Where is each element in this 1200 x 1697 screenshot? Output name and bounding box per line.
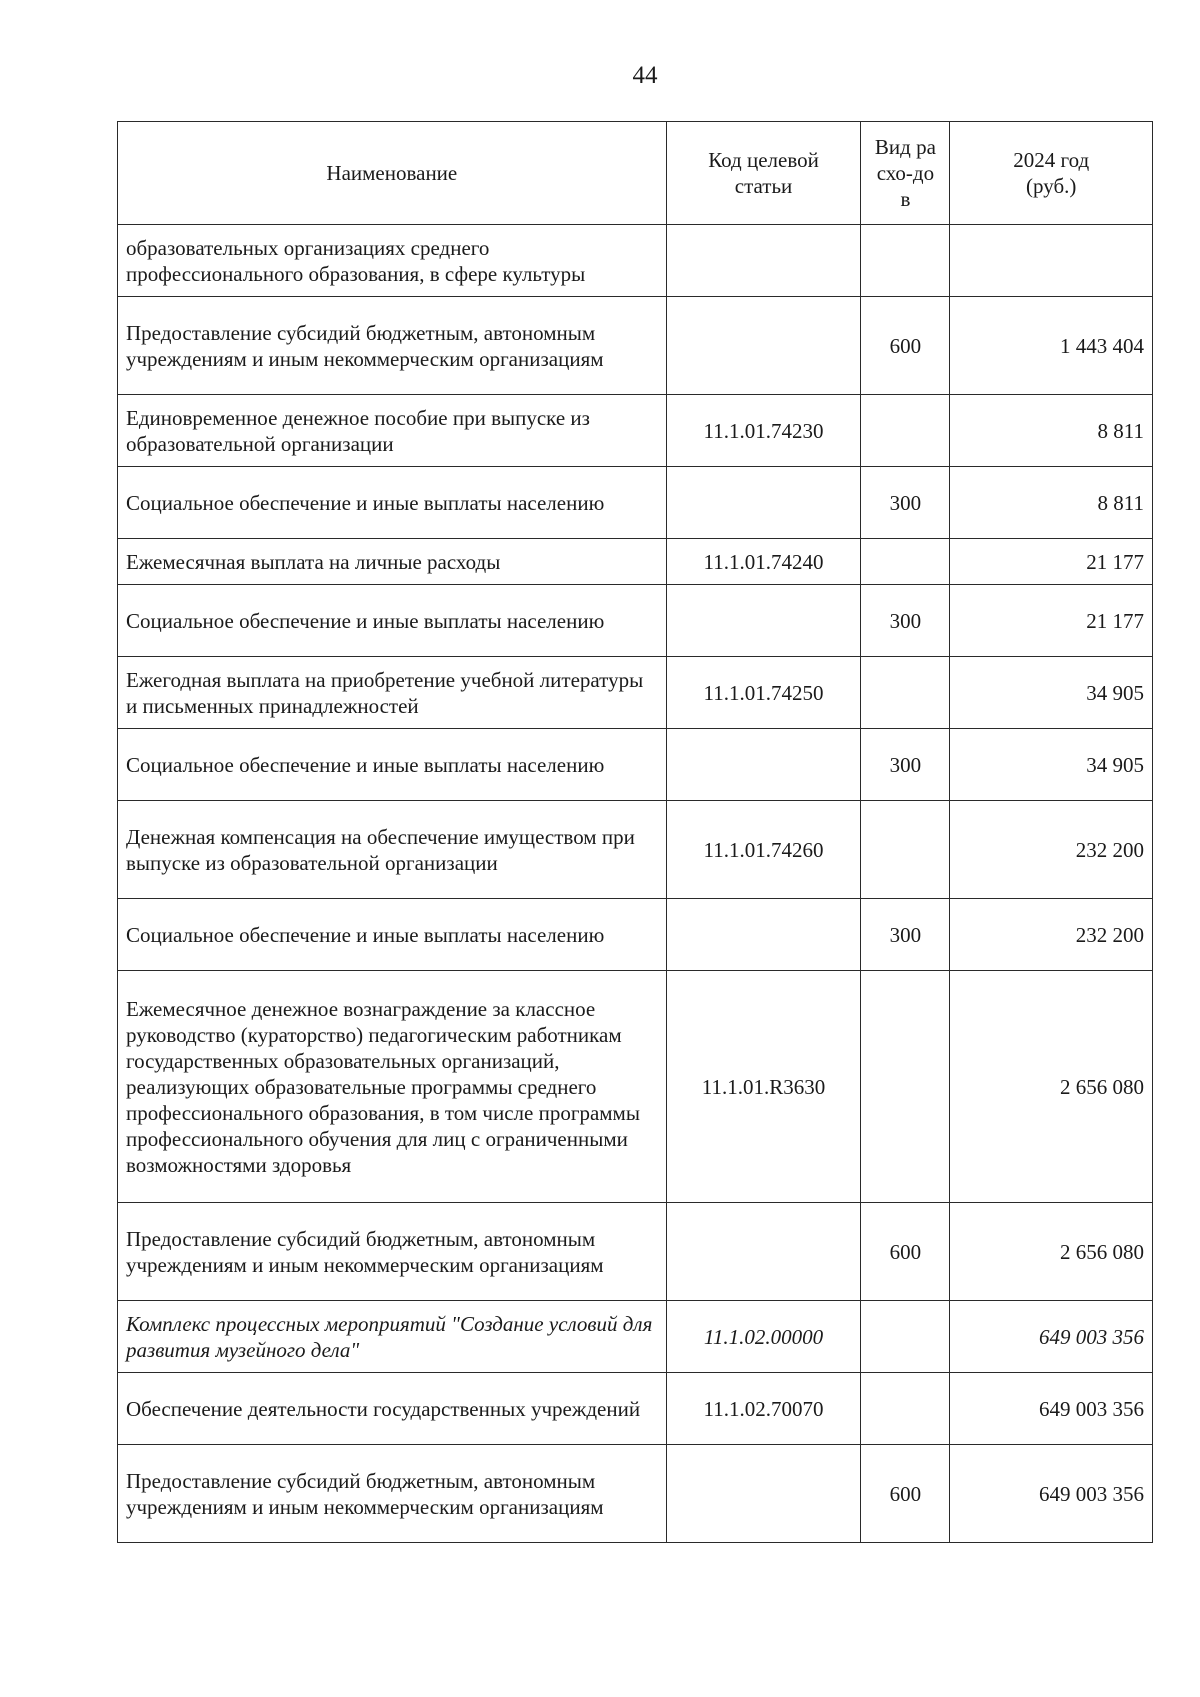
cell-code (666, 729, 861, 801)
cell-code: 11.1.02.70070 (666, 1373, 861, 1445)
table-row (118, 395, 1153, 467)
cell-type: 300 (861, 729, 950, 801)
table-body (118, 225, 1153, 1543)
cell-name: Социальное обеспечение и иные выплаты населению (118, 467, 667, 539)
cell-type (861, 1373, 950, 1445)
cell-type (861, 657, 950, 729)
cell-amount (950, 225, 1153, 297)
cell-type (861, 801, 950, 899)
cell-type: 300 (861, 899, 950, 971)
table-row (118, 1445, 1153, 1543)
table-row (118, 1203, 1153, 1301)
cell-name: Предоставление субсидий бюджетным, автономным учреждениям и иным некоммерческим организациям (118, 1445, 667, 1543)
table-row (118, 657, 1153, 729)
cell-code (666, 1203, 861, 1301)
cell-name: Социальное обеспечение и иные выплаты населению (118, 729, 667, 801)
cell-name: Социальное обеспечение и иные выплаты населению (118, 899, 667, 971)
budget-table (117, 121, 1153, 1543)
table-row (118, 585, 1153, 657)
budget-table-container (117, 121, 1153, 1543)
cell-name: Денежная компенсация на обеспечение имуществом при выпуске из образовательной организации (118, 801, 667, 899)
cell-amount: 2 656 080 (950, 971, 1153, 1203)
table-row (118, 297, 1153, 395)
header-amount-label: 2024 год (руб.) (1013, 148, 1090, 198)
header-code (666, 122, 861, 225)
cell-amount: 649 003 356 (950, 1301, 1153, 1373)
cell-name: Ежемесячное денежное вознаграждение за классное руководство (кураторство) педагогическим работникам государственных образовательных организаций, реализующих образовательные программы среднего профессионального образования, в том числе программы профессионального обучения для лиц с ограниченными возможностями здоровья (118, 971, 667, 1203)
cell-name: Обеспечение деятельности государственных учреждений (118, 1373, 667, 1445)
cell-amount: 34 905 (950, 729, 1153, 801)
cell-type (861, 1301, 950, 1373)
cell-code: 11.1.01.74230 (666, 395, 861, 467)
cell-type (861, 225, 950, 297)
cell-code (666, 585, 861, 657)
cell-type: 300 (861, 585, 950, 657)
cell-code: 11.1.01.74260 (666, 801, 861, 899)
cell-name: Единовременное денежное пособие при выпуске из образовательной организации (118, 395, 667, 467)
header-code-label: Код целевой статьи (708, 148, 819, 198)
cell-code: 11.1.01.R3630 (666, 971, 861, 1203)
header-row (118, 122, 1153, 225)
table-row (118, 801, 1153, 899)
header-type (861, 122, 950, 225)
header-type-label: Вид расхо-дов (874, 135, 936, 211)
cell-code (666, 899, 861, 971)
table-row (118, 539, 1153, 585)
cell-code: 11.1.02.00000 (666, 1301, 861, 1373)
cell-code (666, 297, 861, 395)
cell-code: 11.1.01.74240 (666, 539, 861, 585)
table-row (118, 225, 1153, 297)
page-number: 44 (632, 62, 658, 89)
cell-type: 600 (861, 297, 950, 395)
cell-amount: 232 200 (950, 801, 1153, 899)
cell-code (666, 1445, 861, 1543)
cell-type: 300 (861, 467, 950, 539)
header-name: Наименование (118, 122, 667, 225)
cell-amount: 649 003 356 (950, 1445, 1153, 1543)
cell-amount: 21 177 (950, 585, 1153, 657)
cell-name: Социальное обеспечение и иные выплаты населению (118, 585, 667, 657)
table-row (118, 899, 1153, 971)
table-row (118, 1301, 1153, 1373)
cell-amount: 34 905 (950, 657, 1153, 729)
cell-name: Комплекс процессных мероприятий "Создание условий для развития музейного дела" (118, 1301, 667, 1373)
table-row (118, 1373, 1153, 1445)
header-amount (950, 122, 1153, 225)
cell-code (666, 225, 861, 297)
cell-name: Предоставление субсидий бюджетным, автономным учреждениям и иным некоммерческим организациям (118, 1203, 667, 1301)
cell-amount: 1 443 404 (950, 297, 1153, 395)
cell-amount: 21 177 (950, 539, 1153, 585)
cell-type (861, 971, 950, 1203)
cell-name: Ежегодная выплата на приобретение учебной литературы и письменных принадлежностей (118, 657, 667, 729)
cell-code (666, 467, 861, 539)
cell-amount: 2 656 080 (950, 1203, 1153, 1301)
table-header (118, 122, 1153, 225)
cell-type: 600 (861, 1445, 950, 1543)
cell-amount: 8 811 (950, 395, 1153, 467)
table-row (118, 467, 1153, 539)
table-row (118, 971, 1153, 1203)
cell-type (861, 539, 950, 585)
cell-name: образовательных организациях среднего профессионального образования, в сфере культуры (118, 225, 667, 297)
cell-code: 11.1.01.74250 (666, 657, 861, 729)
cell-name: Ежемесячная выплата на личные расходы (118, 539, 667, 585)
cell-type (861, 395, 950, 467)
cell-amount: 649 003 356 (950, 1373, 1153, 1445)
cell-amount: 232 200 (950, 899, 1153, 971)
cell-type: 600 (861, 1203, 950, 1301)
cell-name: Предоставление субсидий бюджетным, автономным учреждениям и иным некоммерческим организациям (118, 297, 667, 395)
cell-amount: 8 811 (950, 467, 1153, 539)
table-row (118, 729, 1153, 801)
